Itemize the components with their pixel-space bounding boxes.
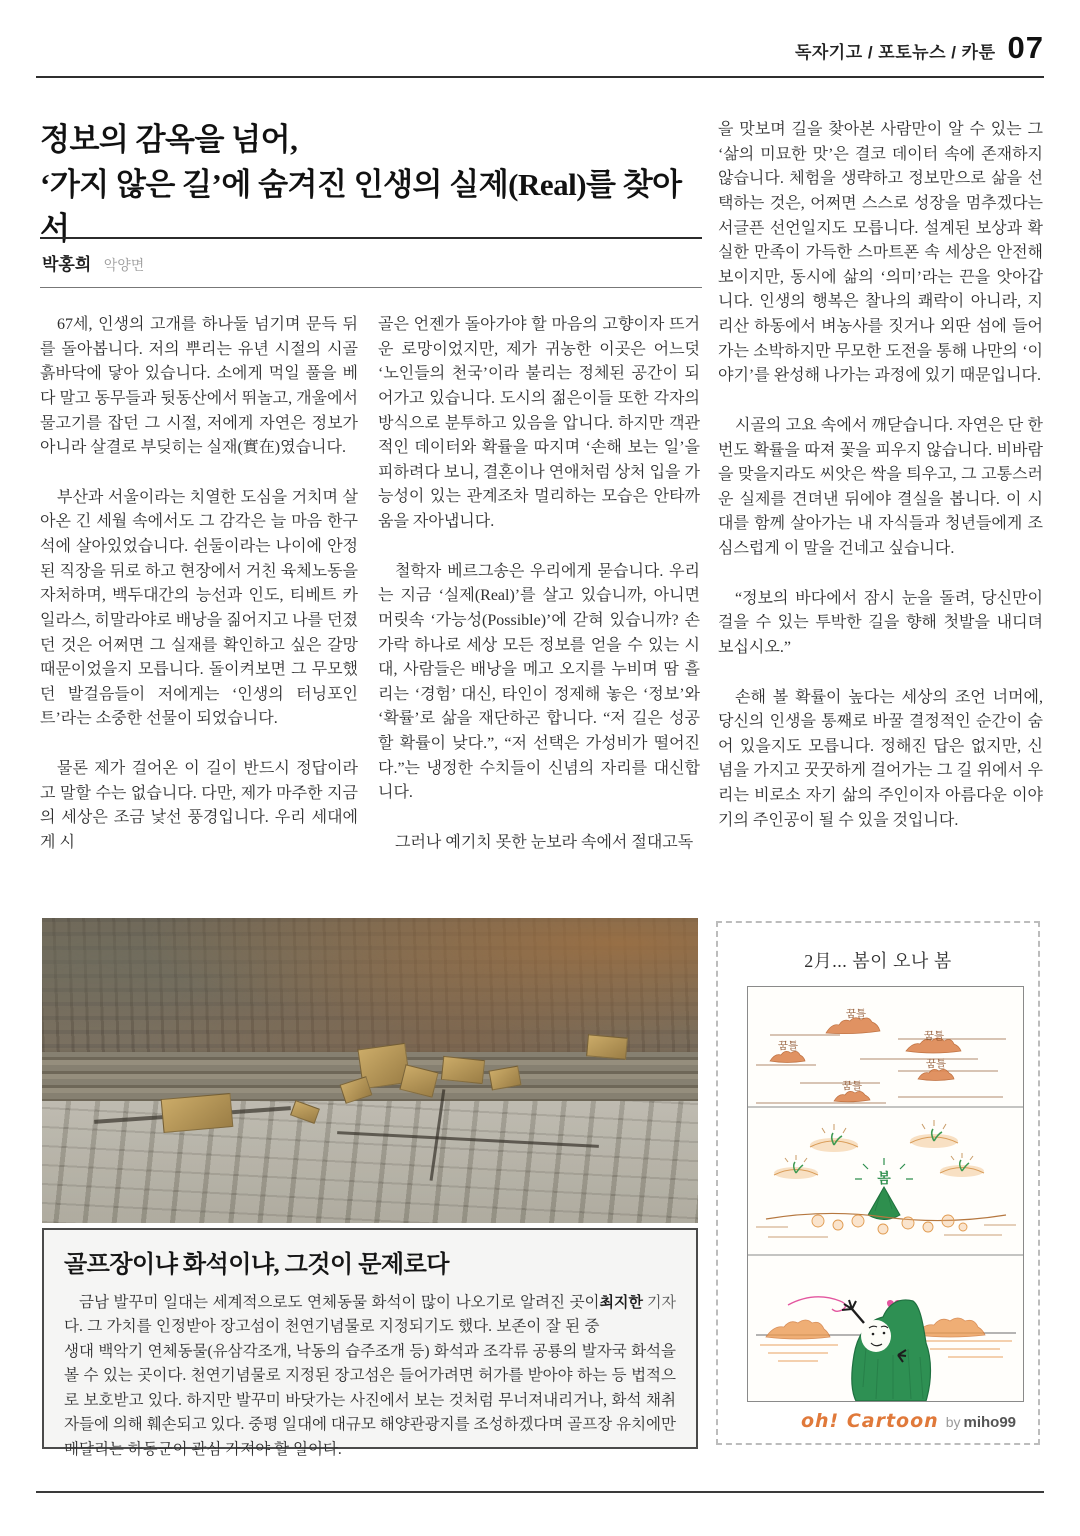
spring-label: 봄 <box>877 1172 891 1187</box>
article-paragraph: 시골의 고요 속에서 깨닫습니다. 자연은 단 한 번도 확률을 따져 꽃을 피우지 않습니다. 비바람을 맞을지라도 씨앗은 싹을 틔우고, 그 고통스러운 실제를 견뎌낸 뒤에야 결실을 봅니다. 이 시대를 함께 살아가는 내 자식들과 청년들에게 조심스럽게 이 말을 건네고 싶습니다. <box>718 416 1043 557</box>
soil-band <box>756 1213 1016 1237</box>
fossil-article-text: 금남 발꾸미 일대는 세계적으로도 연체동물 화석이 많이 나오기로 알려진 곳이다. 그 가치를 인정받아 장고섬이 천연기념물로 지정되기도 했다. 보존이 잘 된 중생대 백악기 연체동물(유삼각조개, 낙동의 습주조개 등) 화석과 조각류 공룡의 발자국 화석을 볼 수 있는 곳이다. 천연기념물로 지정된 장고섬은 들어가려면 허가를 받아야 하는 등 법적으로 보호받고 있다. 하지만 발꾸미 바닷가는 사진에서 보는 것처럼 무너져내리거나, 화석 채취자들에 의해 훼손되고 있다. 중평 일대에 대규모 해양관광지를 조성하겠다며 골프장 유치에만 매달리는 하동군이 관심 가져야 할 일이다. <box>64 1294 676 1458</box>
spirit-face <box>861 1320 891 1352</box>
article-paragraph: 골은 언젠가 돌아가야 할 마음의 고향이자 뜨거운 로망이었지만, 제가 귀농한 이곳은 어느덧 ‘노인들의 천국’이라 불리는 정체된 공간이 되어가고 있습니다. 도시의 젊은이들 또한 각자의 방식으로 분투하고 있음을 압니다. 하지만 객관적인 데이터와 확률을 따지며 ‘손해 보는 일’을 피하려다 보니, 결혼이나 연애처럼 상처 입을 가능성이 있는 관계조차 멀리하는 모습은 안타까움을 자아냅니다. <box>378 316 700 530</box>
cartoon-credit <box>801 1410 1016 1432</box>
fossil-article-box <box>42 1228 698 1458</box>
article-headline-line2: ‘가지 않은 길’에 숨겨진 인생의 실제(Real)를 찾아서 <box>40 166 682 247</box>
wriggle-label: 꿈틀 <box>845 1009 867 1020</box>
cartoon-panel-1 <box>756 1008 1006 1103</box>
cartoon-credit-logo: oh! Cartoon <box>800 1410 939 1432</box>
byline-box <box>40 237 702 288</box>
cartoon-title: 2月... 봄이 오나 봄 <box>804 951 952 971</box>
article-paragraph: 을 맛보며 길을 찾아본 사람만이 알 수 있는 그 ‘삶의 미묘한 맛’은 결코 데이터 속에 존재하지 않습니다. 체험을 생략하고 정보만으로 삶을 선택하는 것은, 어쩌면 스스로 성장을 멈추겠다는 서글픈 선언일지도 모릅니다. 설계된 보상과 확실한 만족이 가득한 스마트폰 속 세상은 안전해 보이지만, 동시에 삶의 ‘의미’라는 끈을 앗아갑니다. 인생의 행복은 찰나의 쾌락이 아니라, 지리산 하동에서 벼농사를 짓거나 외딴 섬에 들어가는 소박하지만 무모한 도전을 통해 나만의 ‘이야기’를 완성해 나가는 과정에 있기 때문입니다. <box>718 121 1043 385</box>
cartoon-panel-frame <box>747 986 1024 1402</box>
green-spirit-character <box>842 1300 931 1401</box>
masthead-page-number: 07 <box>1007 30 1044 65</box>
author-affiliation: 악양면 <box>103 257 145 273</box>
article-paragraph: 67세, 인생의 고개를 하나둘 넘기며 문득 뒤를 돌아봅니다. 저의 뿌리는 유년 시절의 시골 흙바닥에 닿아 있습니다. 소에게 먹일 풀을 베다 말고 동무들과 뒷동산에서 뛰놀고, 개울에서 물고기를 잡던 그 시절, 저에게 자연은 정보가 아니라 살결로 부딪히는 실재(實在)였습니다. <box>40 316 358 457</box>
cartoon-panel-3 <box>756 1297 1016 1401</box>
cartoon-credit-author: miho99 <box>963 1414 1016 1431</box>
article-paragraph: 철학자 베르그송은 우리에게 묻습니다. 우리는 지금 ‘실제(Real)’를 살고 있습니까, 아니면 머릿속 ‘가능성(Possible)’에 갇혀 있습니까? 손가락 하나로 세상 모든 정보를 얻을 수 있는 시대, 사람들은 배낭을 메고 오지를 누비며 땀 흘리는 ‘경험’ 대신, 타인이 정제해 놓은 ‘정보’와 ‘확률’로 삶을 재단하곤 합니다. “저 길은 성공할 확률이 낮다.”, “저 선택은 가성비가 떨어진다.”는 냉정한 수치들이 신념의 자리를 대신합니다. <box>378 562 700 802</box>
reporter-title: 기자 <box>647 1295 676 1311</box>
article-paragraph: 그러나 예기치 못한 눈보라 속에서 절대고독 <box>395 833 694 851</box>
article-headline-line1: 정보의 감옥을 넘어, <box>40 122 298 157</box>
article-paragraph: 손해 볼 확률이 높다는 세상의 조언 너머에, 당신의 인생을 통째로 바꿀 결정적인 순간이 숨어 있을지도 모릅니다. 정해진 답은 없지만, 신념을 가지고 꿋꿋하게 걸어가는 그 길 위에서 우리는 비로소 자기 삶의 주인이자 아름다운 이야기의 주인공이 될 수 있을 것입니다. <box>718 688 1043 829</box>
wind-swirl <box>788 1297 846 1311</box>
article-column-2 <box>378 313 700 856</box>
news-photo-fossil-coast <box>42 918 698 1223</box>
sprout-mounds <box>774 1120 984 1179</box>
cartoon-drawing <box>748 987 1023 1401</box>
article-column-1 <box>40 313 358 856</box>
wriggle-label: 꿈틀 <box>925 1059 947 1070</box>
rock-boulder <box>586 1034 628 1059</box>
article-paragraph: 물론 제가 걸어온 이 길이 반드시 정답이라고 말할 수는 없습니다. 다만, 제가 마주한 지금의 세상은 조금 낯선 풍경입니다. 우리 세대에게 시 <box>40 760 358 851</box>
cartoon-section <box>716 921 1040 1445</box>
green-sprout-cone <box>868 1187 900 1220</box>
article-paragraph: “정보의 바다에서 잠시 눈을 돌려, 당신만이 걸을 수 있는 투박한 길을 향해 첫발을 내디뎌 보십시오.” <box>718 589 1043 656</box>
masthead <box>795 30 1044 66</box>
footer-rule <box>36 1491 1044 1493</box>
article-paragraph: 부산과 서울이라는 치열한 도심을 거치며 살아온 긴 세월 속에서도 그 감각은 늘 마음 한구석에 살아있었습니다. 쉰둘이라는 나이에 안정된 직장을 뒤로 하고 현장에서 거친 육체노동을 자처하며, 백두대간의 능선과 인도, 티베트 카일라스, 히말라야로 배낭을 짊어지고 나를 던졌던 것은 어쩌면 그 실재를 확인하고 싶은 갈망 때문이었을지 모릅니다. 돌이켜보면 그 무모했던 발걸음들이 저에게는 ‘인생의 터닝포인트’라는 소중한 선물이 되었습니다. <box>40 488 358 728</box>
waving-arm <box>852 1309 864 1323</box>
wriggle-label: 꿈틀 <box>923 1031 945 1042</box>
reporter-name: 최지한 <box>599 1294 644 1311</box>
article-column-3 <box>718 118 1043 833</box>
wriggle-label: 꿈틀 <box>777 1041 799 1052</box>
rock-boulder <box>441 1056 485 1084</box>
fossil-article-body <box>64 1291 676 1462</box>
reporter-credit <box>600 1291 676 1316</box>
cartoon-credit-by: by <box>945 1414 961 1430</box>
masthead-rule <box>36 76 1044 78</box>
wriggle-label: 꿈틀 <box>841 1081 863 1092</box>
fossil-article-headline: 골프장이냐 화석이냐, 그것이 문제로다 <box>64 1252 449 1278</box>
rock-boulder <box>161 1093 234 1133</box>
masthead-section-label: 독자기고 / 포토뉴스 / 카툰 <box>794 43 996 62</box>
author-name: 박홍희 <box>42 255 92 274</box>
spring-sprout-center <box>855 1158 913 1220</box>
cartoon-panel-2 <box>756 1120 1016 1237</box>
article-headline <box>40 118 705 252</box>
